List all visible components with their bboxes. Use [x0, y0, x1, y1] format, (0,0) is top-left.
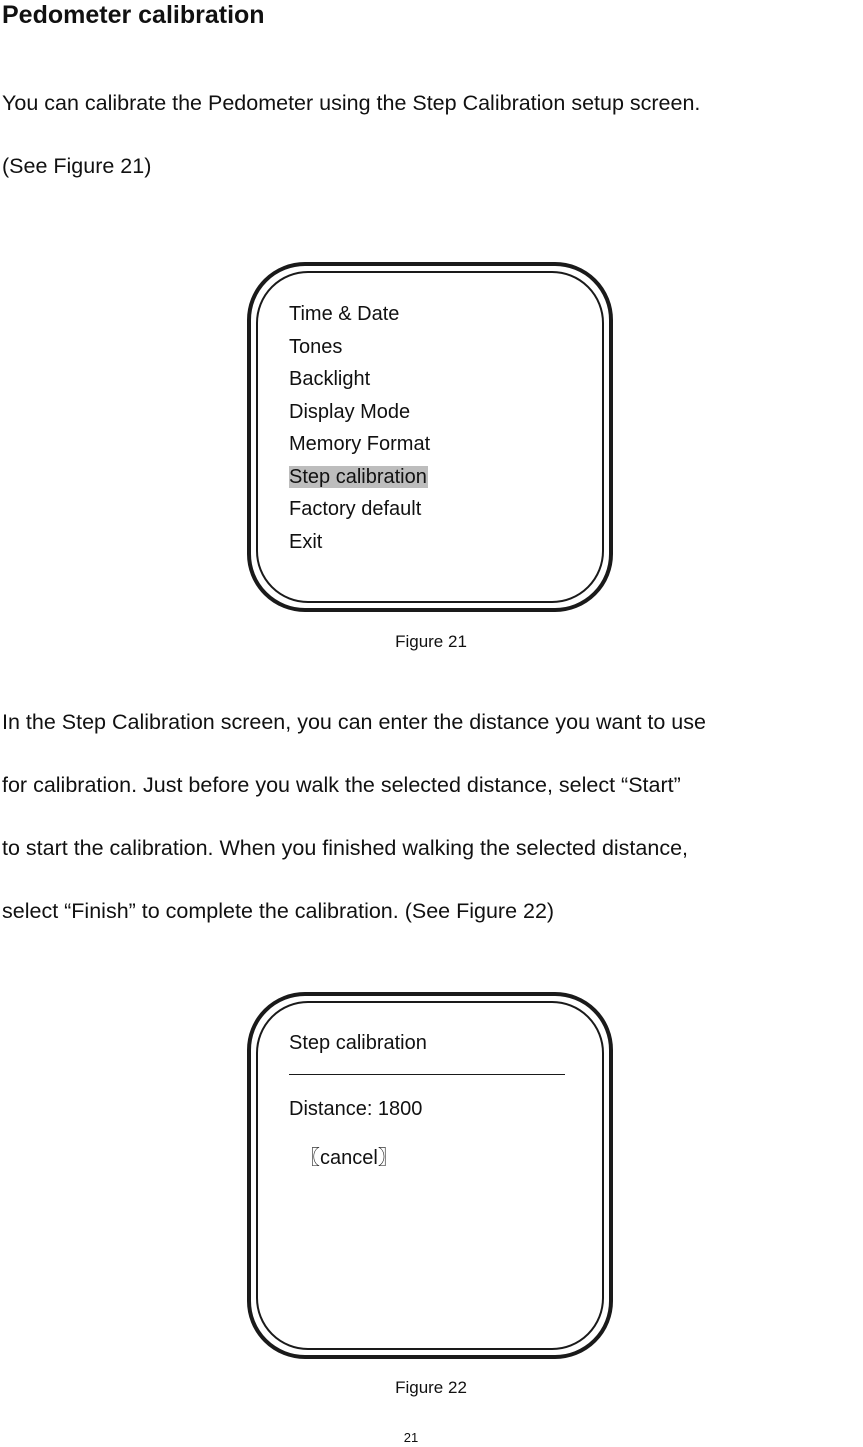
menu-item-factory-default[interactable]: Factory default	[289, 498, 422, 520]
menu-item-tones[interactable]: Tones	[289, 335, 343, 358]
cancel-option[interactable]: 〖cancel〗	[300, 1147, 398, 1169]
page-heading: Pedometer calibration	[2, 1, 265, 29]
intro-line: You can calibrate the Pedometer using the Step Calibration setup screen.	[2, 91, 701, 115]
body-paragraph	[2, 691, 706, 943]
menu-item-step-calibration[interactable]: Step calibration	[289, 465, 427, 488]
step-calibration-title: Step calibration	[289, 1032, 427, 1054]
body-line: for calibration. Just before you walk the selected distance, select “Start”	[2, 773, 681, 797]
menu-item-time-date[interactable]: Time & Date	[289, 303, 400, 325]
body-line: In the Step Calibration screen, you can enter the distance you want to use	[2, 710, 706, 734]
menu-item-backlight[interactable]: Backlight	[289, 368, 371, 390]
body-line: to start the calibration. When you finished walking the selected distance,	[2, 836, 688, 860]
menu-item-display-mode[interactable]: Display Mode	[289, 400, 411, 423]
title-divider	[289, 1074, 565, 1075]
intro-line: (See Figure 21)	[2, 154, 152, 178]
figure-22-caption: Figure 22	[395, 1378, 467, 1397]
figure-21-caption: Figure 21	[395, 632, 467, 651]
settings-menu	[289, 298, 431, 558]
body-line: select “Finish” to complete the calibration. (See Figure 22)	[2, 899, 555, 923]
menu-item-exit[interactable]: Exit	[289, 530, 323, 553]
intro-paragraph	[2, 72, 700, 198]
menu-item-memory-format[interactable]: Memory Format	[289, 433, 431, 455]
page-number: 21	[403, 1430, 419, 1445]
distance-value[interactable]: Distance: 1800	[289, 1098, 423, 1120]
